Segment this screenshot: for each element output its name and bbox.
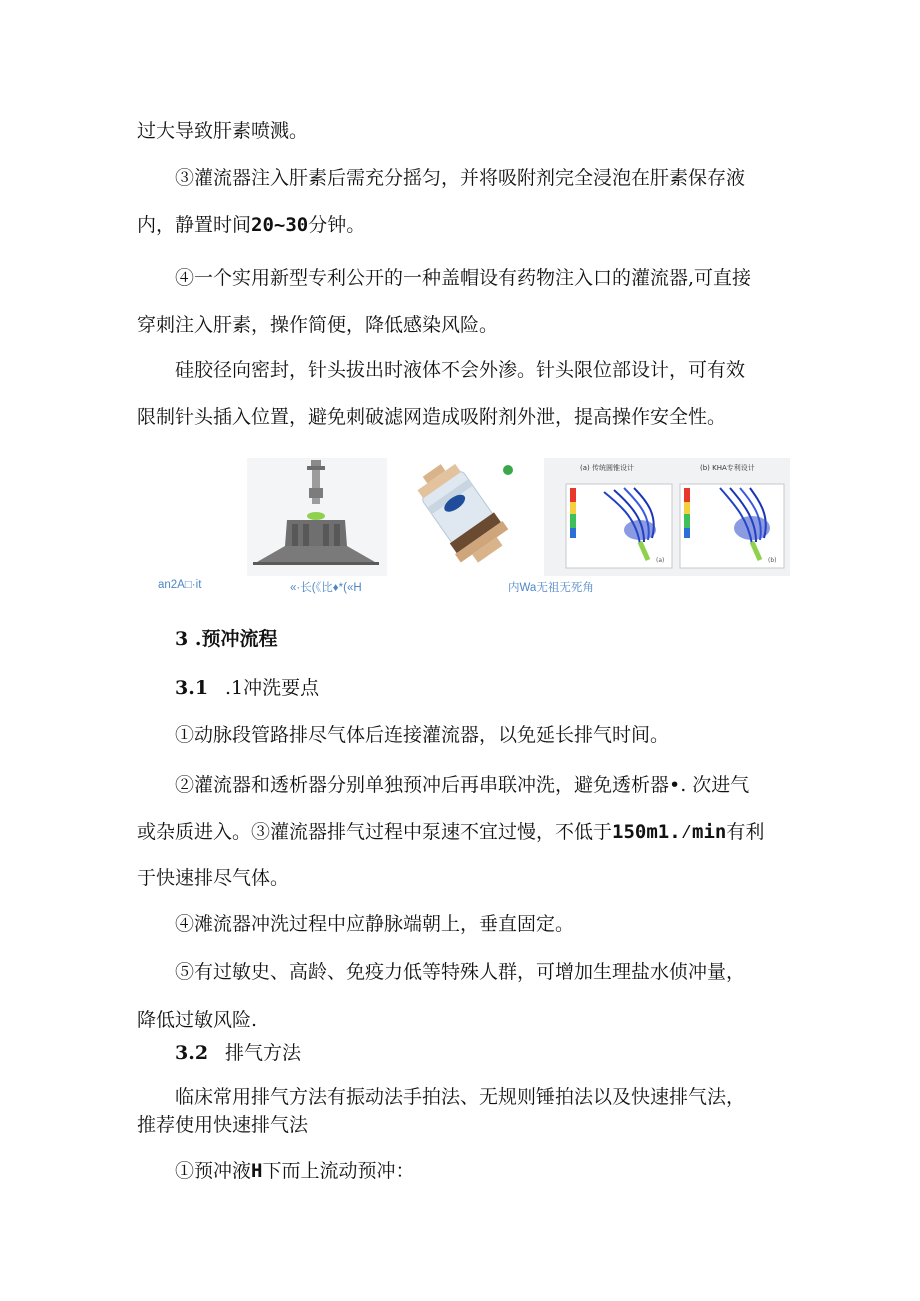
- text-segment: 下而上流动预冲：: [262, 1160, 415, 1182]
- panel-a-tag: (a): [656, 557, 665, 564]
- section-3-1-heading: [175, 674, 319, 702]
- paragraph-step4-line1: ④一个实用新型专利公开的一种盖帽设有药物注入口的灌流器,可直接: [175, 267, 752, 289]
- list-item-2-line3: 于快速排尽气体。: [137, 867, 290, 889]
- paragraph-continuation: 过大导致肝素喷溅。: [137, 120, 309, 142]
- panel-b-tag: (b): [768, 557, 777, 564]
- figure-flow-simulation: [544, 458, 790, 576]
- list-item-1: ①动脉段管路排尽气体后连接灌流器，以免延长排气时间。: [175, 724, 670, 746]
- section-number: 3.1: [175, 677, 209, 699]
- text-segment: 有利: [726, 821, 765, 843]
- section-title: 3 .预冲流程: [175, 628, 278, 650]
- section-3-2-heading: [175, 1039, 301, 1067]
- time-range: 20~30: [251, 214, 309, 236]
- list-item-2-line2: [137, 818, 764, 846]
- paragraph-step4-line2: 穿刺注入肝素，操作简便，降低感染风险。: [137, 314, 499, 336]
- section-title: 排气方法: [225, 1042, 302, 1064]
- text-segment: ①预冲液: [175, 1160, 252, 1182]
- list-item-2-line1: ②灌流器和透析器分别单独预冲后再串联冲洗，避免透析器•. 次进气: [175, 774, 750, 796]
- section-3-heading: [175, 625, 277, 653]
- text-segment: 分钟。: [308, 214, 366, 236]
- filter-device-image: [390, 458, 540, 576]
- panel-b-label: (b) KHA专利设计: [700, 464, 755, 472]
- text-segment: 或杂质进入。③灌流器排气过程中泵速不宜过慢，不低于: [137, 821, 613, 843]
- figure-caption-right: 内Wa无祖无死角: [508, 582, 594, 594]
- panel-a-label: (a) 传统圆锥设计: [580, 464, 634, 472]
- text-segment: H: [251, 1160, 263, 1182]
- paragraph-step3-line1: ③灌流器注入肝素后需充分摇匀，并将吸附剂完全浸泡在肝素保存液: [175, 167, 746, 189]
- exhaust-step-1: [175, 1157, 414, 1185]
- panel-b: [680, 484, 784, 568]
- section-number: 3.2: [175, 1042, 209, 1064]
- paragraph-seal-line2: 限制针头插入位置，避免刺破滤网造成吸附剂外泄，提高操作安全性。: [137, 406, 727, 428]
- figure-caption-left: an2A□·it: [158, 579, 202, 591]
- pump-speed: 150m1.⁄min: [612, 821, 727, 843]
- cap-cross-section-image: [247, 458, 387, 576]
- figure-caption-middle: «·长(《比♦*(«H: [290, 582, 362, 594]
- flow-simulation-image: [544, 458, 790, 576]
- list-item-4: ④滩流器冲洗过程中应静脉端朝上，垂直固定。: [175, 913, 575, 935]
- paragraph-exhaust-line2: 推荐使用快速排气法: [137, 1114, 309, 1136]
- list-item-5-line2: 降低过敏风险.: [137, 1009, 258, 1031]
- paragraph-step3-line2: [137, 211, 365, 239]
- paragraph-seal-line1: 硅胶径向密封，针头拔出时液体不会外渗。针头限位部设计，可有效: [175, 359, 746, 381]
- panel-a: [566, 484, 672, 568]
- text-segment: 内，静置时间: [137, 214, 252, 236]
- list-item-5-line1: ⑤有过敏史、高龄、免疫力低等特殊人群，可增加生理盐水侦冲量，: [175, 961, 746, 983]
- paragraph-exhaust-line1: 临床常用排气方法有振动法手拍法、无规则锤拍法以及快速排气法，: [175, 1086, 746, 1108]
- section-title: .1冲洗要点: [225, 677, 320, 699]
- figure-filter-device: [390, 458, 540, 576]
- figure-cap-cross-section: [247, 458, 387, 576]
